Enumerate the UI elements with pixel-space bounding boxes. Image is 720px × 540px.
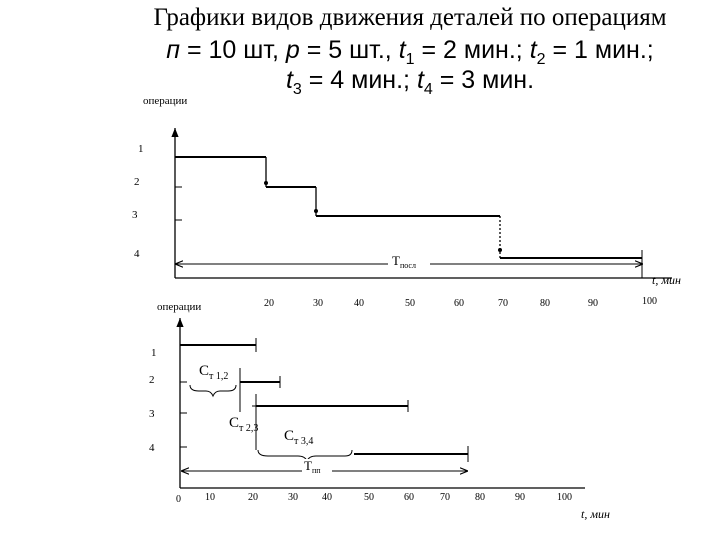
p-symbol: р [285, 36, 300, 64]
chart1-transfer-dot-2 [314, 209, 318, 213]
chart2-x-tick-50: 50 [364, 492, 374, 503]
chart1-op-label-3: 3 [132, 209, 138, 221]
t4-subscript: 4 [423, 81, 433, 98]
t3-symbol: t [285, 66, 293, 94]
chart1-op-label-1: 1 [138, 143, 144, 155]
chart2-op-label-2: 2 [149, 374, 155, 386]
chart2-brace-c12 [190, 385, 236, 396]
chart2-x-tick-70: 70 [440, 492, 450, 503]
chart-sequential [132, 95, 681, 309]
chart1-total-time-label: $T_{посл}$ [392, 253, 416, 270]
chart2-x-tick-0: 0 [176, 494, 181, 505]
chart1-x-tick-50: 50 [405, 298, 415, 309]
chart1-x-tick-20: 20 [264, 298, 274, 309]
chart1-x-tick-30: 30 [313, 298, 323, 309]
chart1-x-tick-90: 90 [588, 298, 598, 309]
chart2-total-time-label: $T_{пп}$ [304, 458, 321, 475]
chart1-op-label-2: 2 [134, 176, 140, 188]
chart2-x-tick-30: 30 [288, 492, 298, 503]
t4-value: = 3 мин. [432, 66, 535, 94]
chart1-x-tick-60: 60 [454, 298, 464, 309]
chart1-transfer-dot-1 [264, 181, 268, 185]
chart2-y-axis-label: операции [157, 301, 202, 313]
chart2-x-tick-20: 20 [248, 492, 258, 503]
chart1-x-axis-label: t, мин [652, 273, 681, 287]
chart1-y-axis-label: операции [143, 95, 188, 107]
chart2-x-tick-60: 60 [404, 492, 414, 503]
chart1-op-label-4: 4 [134, 248, 140, 260]
chart2-x-tick-80: 80 [475, 492, 485, 503]
chart2-x-tick-10: 10 [205, 492, 215, 503]
n-value: = 10 шт, [180, 36, 286, 64]
chart1-transfer-dot-3 [498, 248, 502, 252]
t4-symbol: t [416, 66, 424, 94]
chart-parallel [149, 301, 610, 521]
t3-value: = 4 мин.; [301, 66, 417, 94]
chart2-label-c23: $C_{т 2,3}$ [229, 415, 259, 434]
chart2-x-axis-label: t, мин [581, 507, 610, 521]
chart2-op-label-3: 3 [149, 408, 155, 420]
chart1-x-tick-70: 70 [498, 298, 508, 309]
t2-symbol: t [529, 36, 537, 64]
p-value: = 5 шт., [299, 36, 399, 64]
t1-subscript: 1 [405, 51, 415, 68]
chart2-x-tick-90: 90 [515, 492, 525, 503]
t3-subscript: 3 [292, 81, 302, 98]
t2-value: = 1 мин.; [545, 36, 654, 64]
chart2-label-c12: $C_{т 1,2}$ [199, 363, 229, 382]
chart2-x-tick-40: 40 [322, 492, 332, 503]
chart1-x-tick-40: 40 [354, 298, 364, 309]
title-line-1: Графики видов движения деталей по операциям [153, 4, 667, 31]
chart2-label-c34: $C_{т 3,4}$ [284, 428, 314, 447]
t1-symbol: t [398, 36, 406, 64]
chart2-x-tick-100: 100 [557, 492, 572, 503]
chart1-x-tick-80: 80 [540, 298, 550, 309]
chart1-x-tick-100: 100 [642, 296, 657, 307]
t1-value: = 2 мин.; [414, 36, 530, 64]
chart2-op-label-1: 1 [151, 347, 157, 359]
n-symbol: п [166, 36, 180, 64]
chart2-op-label-4: 4 [149, 442, 155, 454]
t2-subscript: 2 [536, 51, 546, 68]
